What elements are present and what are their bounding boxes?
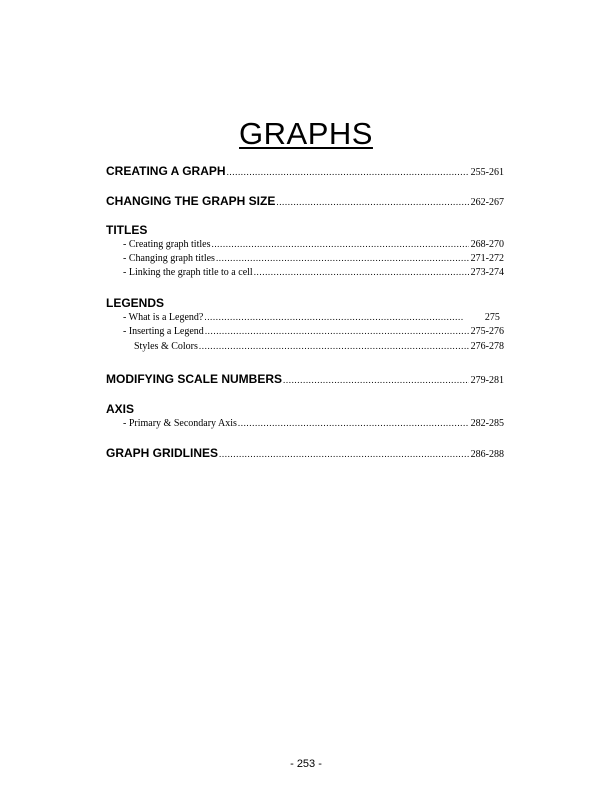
- section-heading-legends: LEGENDS: [106, 296, 165, 310]
- toc-subentry-changing-graph-titles: [123, 253, 504, 264]
- dot-leader: [227, 167, 469, 177]
- toc-entry-pages: 262-267: [470, 197, 504, 208]
- toc-subentry-pages: 271-272: [470, 253, 504, 264]
- section-heading-axis: AXIS: [106, 402, 135, 416]
- toc-entry-pages: 286-288: [470, 449, 504, 460]
- toc-entry-pages: 255-261: [470, 167, 504, 178]
- toc-subentry-label: - Changing graph titles: [123, 253, 215, 264]
- dot-leader: [216, 253, 469, 263]
- dot-leader: [238, 418, 469, 428]
- toc-entry-label: GRAPH GRIDLINES: [106, 446, 219, 460]
- toc-subentry-label: - What is a Legend?: [123, 312, 204, 323]
- toc-subentry-pages: 276-278: [470, 341, 504, 352]
- page-number: - 253 -: [290, 758, 322, 770]
- toc-subentry-pages: 275-276: [470, 326, 504, 337]
- toc-entry-creating-a-graph: [106, 164, 504, 178]
- toc-subentry-styles-colors: [134, 341, 504, 352]
- toc-subentry-primary-secondary-axis: [123, 418, 504, 429]
- toc-entry-label: MODIFYING SCALE NUMBERS: [106, 372, 283, 386]
- toc-subentry-label: - Linking the graph title to a cell: [123, 267, 253, 278]
- toc-subentry-inserting-a-legend: [123, 326, 504, 337]
- toc-subentry-pages: 268-270: [470, 239, 504, 250]
- section-heading-titles: TITLES: [106, 223, 148, 237]
- dot-leader: [211, 239, 468, 249]
- dot-leader: [204, 312, 463, 322]
- dot-leader: [276, 197, 468, 207]
- toc-subentry-pages: 282-285: [470, 418, 504, 429]
- toc-entry-modifying-scale-numbers: [106, 372, 504, 386]
- dot-leader: [254, 267, 469, 277]
- toc-subentry-label: - Creating graph titles: [123, 239, 211, 250]
- toc-entry-label: CHANGING THE GRAPH SIZE: [106, 194, 276, 208]
- toc-entry-label: CREATING A GRAPH: [106, 164, 226, 178]
- toc-entry-pages: 279-281: [470, 375, 504, 386]
- dot-leader: [199, 341, 469, 351]
- toc-subentry-label: Styles & Colors: [134, 341, 198, 352]
- page-title: GRAPHS: [239, 116, 373, 151]
- toc-subentry-pages: 273-274: [470, 267, 504, 278]
- dot-leader: [283, 375, 469, 385]
- toc-subentry-linking-graph-title: [123, 267, 504, 278]
- toc-entry-changing-graph-size: [106, 194, 504, 208]
- toc-subentry-label: - Inserting a Legend: [123, 326, 204, 337]
- toc-entry-graph-gridlines: [106, 446, 504, 460]
- dot-leader: [205, 326, 469, 336]
- toc-subentry-creating-graph-titles: [123, 239, 504, 250]
- toc-subentry-label: - Primary & Secondary Axis: [123, 418, 237, 429]
- dot-leader: [219, 449, 469, 459]
- toc-subentry-what-is-a-legend: [123, 312, 504, 323]
- toc-subentry-pages: 275: [484, 312, 500, 323]
